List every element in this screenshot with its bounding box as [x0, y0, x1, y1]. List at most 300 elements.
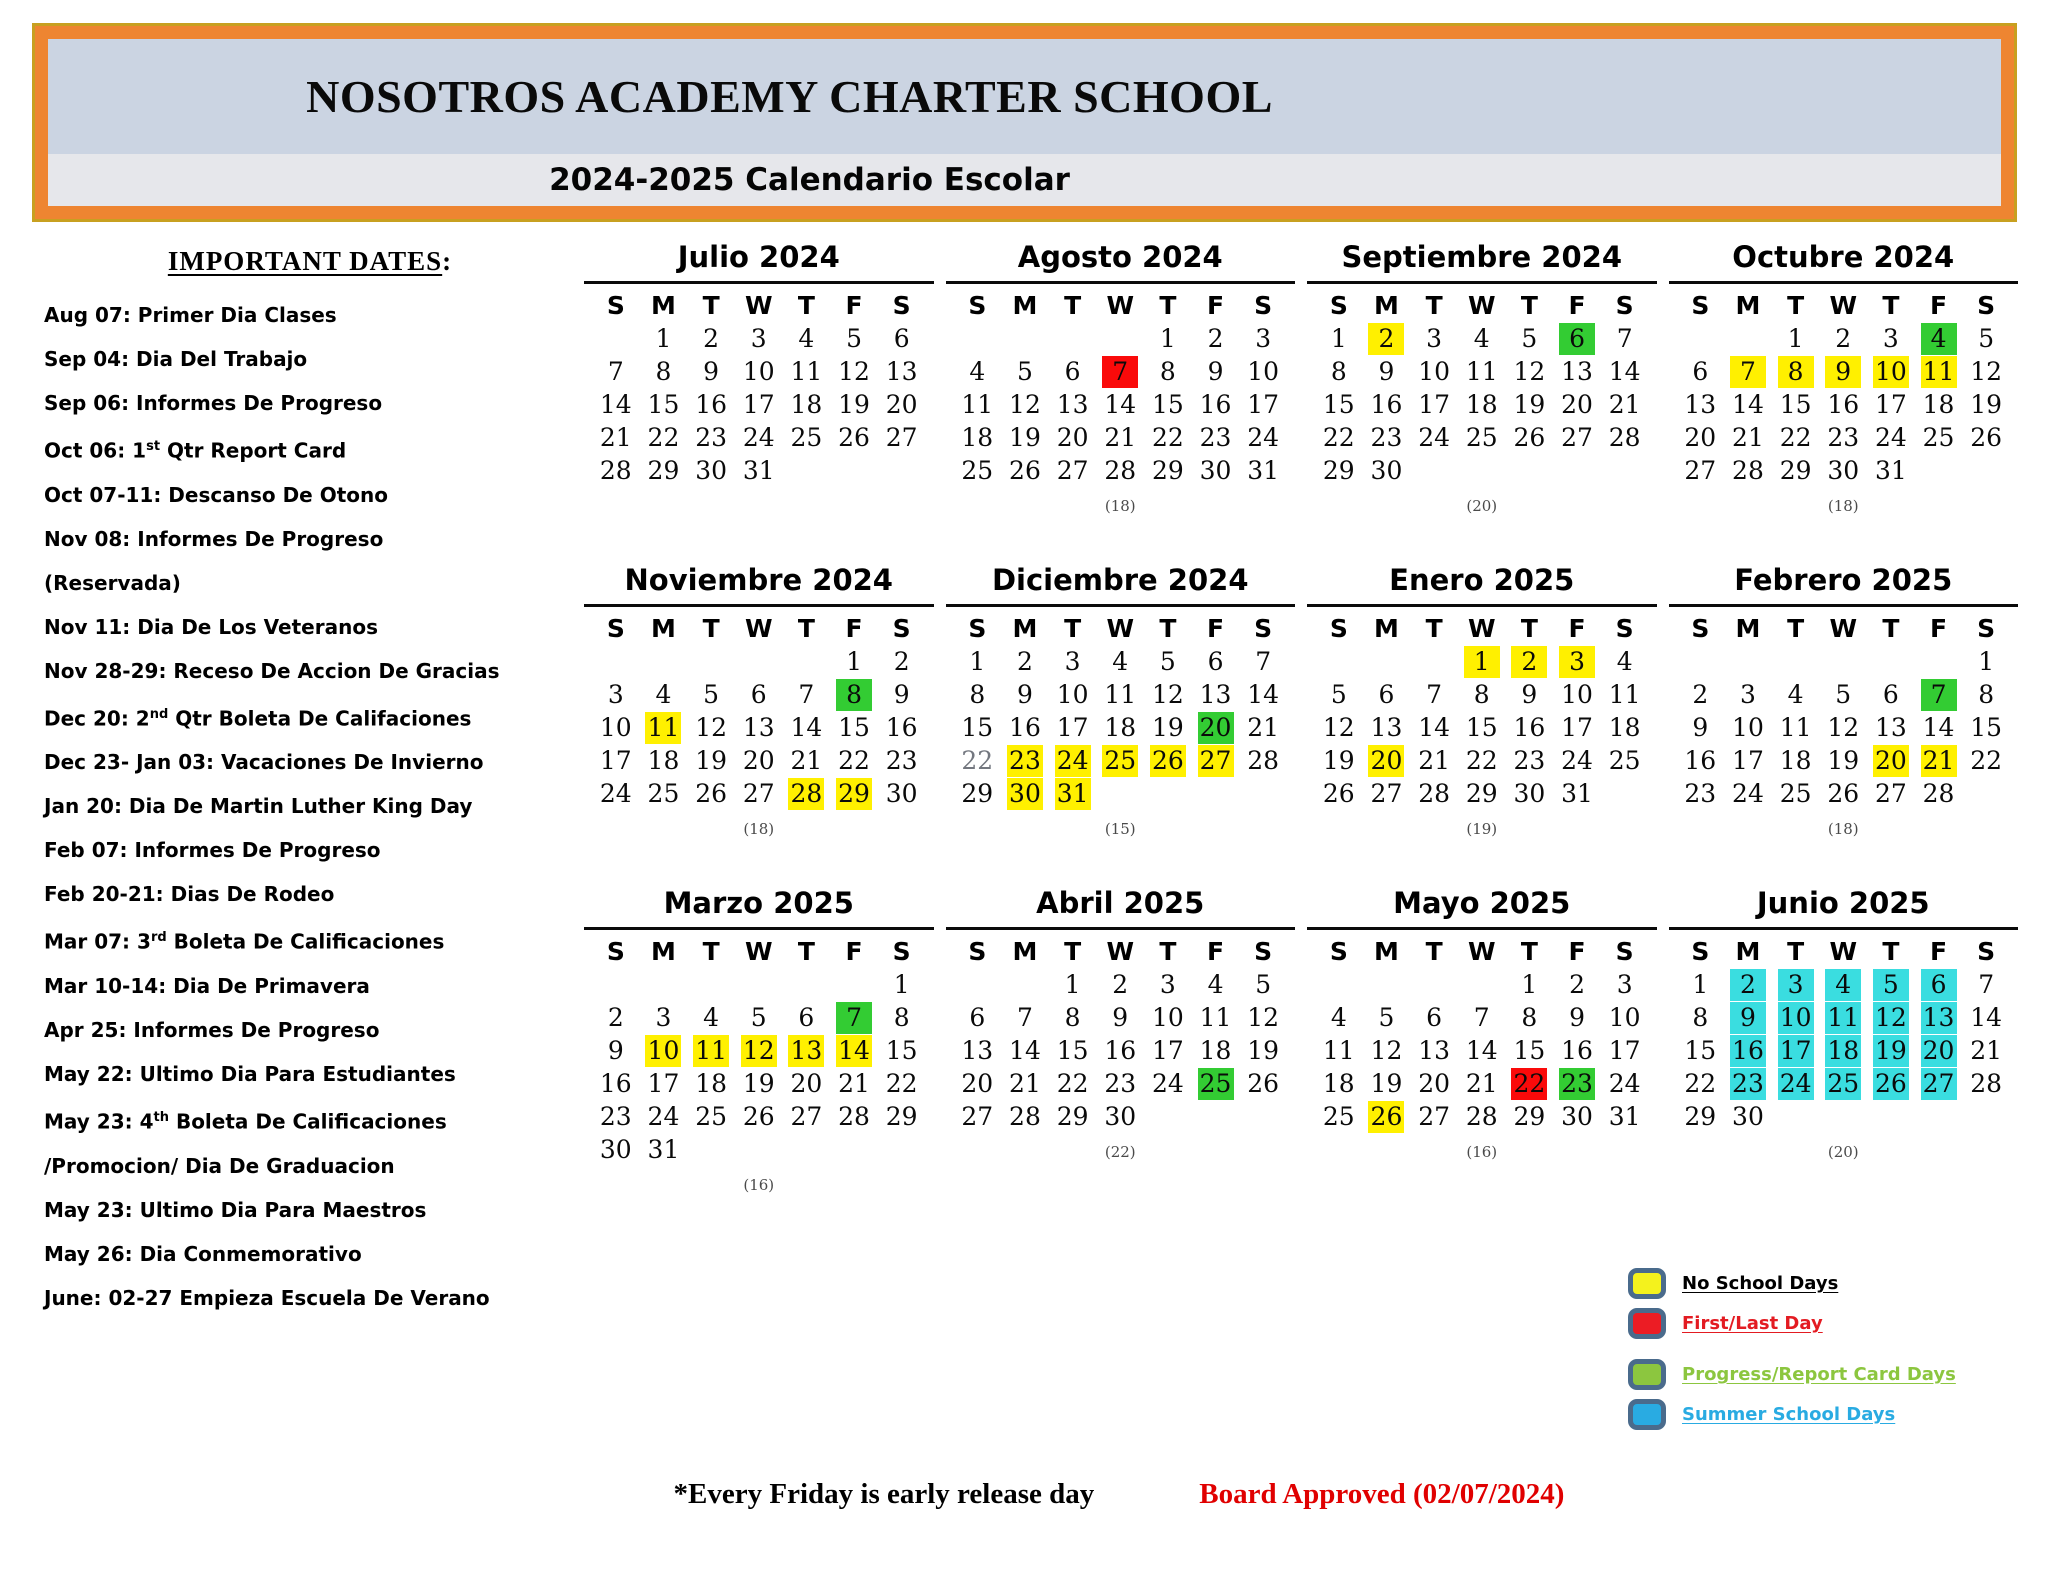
- day-of-week-label: W: [1829, 291, 1858, 320]
- day-cell: [1315, 322, 1363, 355]
- day-cell: [592, 355, 640, 388]
- day-cell: [1677, 968, 1725, 1001]
- day-of-week-label: F: [845, 937, 863, 966]
- day-number: 9: [1730, 1002, 1766, 1034]
- day-cell: [1096, 388, 1144, 421]
- day-number: 3: [1616, 970, 1633, 999]
- empty-cell: [954, 968, 1002, 1001]
- day-cell: [1315, 1067, 1363, 1100]
- day-number: 11: [1199, 1003, 1232, 1032]
- day-number: 24: [1778, 1068, 1814, 1100]
- important-date-item: Oct 06: 1st Qtr Report Card: [44, 438, 347, 463]
- day-cell: [1962, 322, 2010, 355]
- day-number: 20: [1684, 423, 1717, 452]
- day-cell: [1772, 1067, 1820, 1100]
- day-number: 12: [695, 713, 727, 742]
- day-number: 5: [1521, 324, 1538, 353]
- day-number: 1: [1692, 970, 1709, 999]
- day-cell: [1601, 1001, 1649, 1034]
- day-number: 23: [695, 423, 727, 452]
- day-number: 30: [695, 456, 727, 485]
- day-cell: [1049, 1001, 1097, 1034]
- day-number: 12: [741, 1035, 777, 1067]
- day-cell: [735, 744, 783, 777]
- day-number: 17: [1247, 390, 1280, 419]
- day-number: 5: [1873, 969, 1909, 1001]
- day-number: 28: [1732, 456, 1764, 485]
- day-cell: [1506, 1100, 1554, 1133]
- day-cell: [1144, 355, 1192, 388]
- day-cell: [1096, 645, 1144, 678]
- day-cell: [1724, 968, 1772, 1001]
- day-number: 29: [1322, 456, 1355, 485]
- day-number: 23: [1199, 423, 1232, 452]
- day-of-week-label: S: [1329, 614, 1348, 643]
- day-cell: [1458, 711, 1506, 744]
- day-cell: [1915, 1067, 1963, 1100]
- day-number: 18: [1465, 390, 1498, 419]
- day-number: 2: [1112, 970, 1129, 999]
- day-number: 10: [1732, 713, 1764, 742]
- day-cell: [783, 388, 831, 421]
- important-date-item: June: 02-27 Empieza Escuela De Verano: [44, 1285, 490, 1310]
- day-cell: [1239, 421, 1287, 454]
- day-of-week-label: W: [744, 291, 773, 320]
- days-grid: [584, 968, 934, 1166]
- day-number: 5: [1159, 647, 1176, 676]
- day-number: 17: [742, 390, 775, 419]
- day-cell: [735, 454, 783, 487]
- day-number: 8: [1473, 680, 1490, 709]
- day-cell: [1001, 1034, 1049, 1067]
- day-number: 5: [1835, 680, 1852, 709]
- day-number: 18: [1322, 1069, 1355, 1098]
- day-cell: [878, 1067, 926, 1100]
- day-cell: [1315, 1001, 1363, 1034]
- day-number: 20: [1561, 390, 1593, 419]
- day-number: 2: [703, 324, 720, 353]
- day-number: 6: [750, 680, 767, 709]
- day-number: 17: [1874, 390, 1907, 419]
- day-cell: [1601, 421, 1649, 454]
- day-of-week-label: F: [1206, 937, 1225, 966]
- day-cell: [954, 645, 1002, 678]
- day-cell: [687, 1100, 735, 1133]
- day-of-week-label: T: [797, 614, 815, 643]
- day-cell: [1049, 711, 1097, 744]
- day-cell: [1458, 744, 1506, 777]
- day-cell: [1363, 322, 1411, 355]
- day-number: 12: [1370, 1036, 1403, 1065]
- day-cell: [1144, 454, 1192, 487]
- day-cell: [1096, 1034, 1144, 1067]
- day-number: 9: [607, 1036, 624, 1065]
- day-number: 17: [1151, 1036, 1184, 1065]
- day-number: 23: [1104, 1069, 1137, 1098]
- day-number: 13: [1921, 1002, 1957, 1034]
- day-number: 19: [1009, 423, 1041, 452]
- day-number: 14: [1465, 1036, 1498, 1065]
- day-number: 8: [655, 357, 672, 386]
- day-number: 10: [1778, 1002, 1814, 1034]
- day-number: 4: [1207, 970, 1224, 999]
- month-diciembre-2024: [946, 563, 1296, 838]
- day-number: 15: [647, 390, 680, 419]
- day-number: 18: [790, 390, 823, 419]
- day-cell: [1001, 388, 1049, 421]
- day-cell: [1506, 744, 1554, 777]
- day-of-week-label: T: [1787, 614, 1805, 643]
- day-of-week-label: T: [1882, 937, 1900, 966]
- day-number: 17: [1561, 713, 1593, 742]
- day-cell: [1096, 454, 1144, 487]
- day-cell: [1677, 355, 1725, 388]
- day-cell: [1772, 355, 1820, 388]
- day-cell: [783, 322, 831, 355]
- day-cell: [1915, 355, 1963, 388]
- day-number: 15: [1465, 713, 1498, 742]
- day-number: 18: [1825, 1035, 1861, 1067]
- day-number: 15: [838, 713, 870, 742]
- day-number: 31: [1247, 456, 1280, 485]
- day-cell: [1962, 645, 2010, 678]
- day-of-week-label: T: [702, 291, 720, 320]
- day-cell: [878, 1001, 926, 1034]
- day-number: 12: [1247, 1003, 1280, 1032]
- empty-cell: [1772, 645, 1820, 678]
- day-cell: [1410, 744, 1458, 777]
- day-cell: [1192, 1001, 1240, 1034]
- day-cell: [1096, 711, 1144, 744]
- day-cell: [1819, 355, 1867, 388]
- school-day-count: (16): [743, 1176, 775, 1194]
- day-number: 23: [1827, 423, 1860, 452]
- day-number: 4: [1473, 324, 1490, 353]
- day-number: 14: [1732, 390, 1764, 419]
- day-number: 20: [1198, 712, 1234, 744]
- day-number: 24: [599, 779, 632, 808]
- day-cell: [592, 1001, 640, 1034]
- day-number: 6: [1692, 357, 1709, 386]
- day-number: 11: [1104, 680, 1137, 709]
- day-cell: [1915, 421, 1963, 454]
- day-cell: [1553, 1001, 1601, 1034]
- day-number: 12: [1513, 357, 1546, 386]
- important-date-item: May 22: Ultimo Dia Para Estudiantes: [44, 1061, 456, 1086]
- day-number: 29: [1056, 1102, 1089, 1131]
- days-grid: [946, 968, 1296, 1133]
- day-cell: [1724, 777, 1772, 810]
- day-number: 15: [1684, 1036, 1717, 1065]
- day-cell: [1096, 355, 1144, 388]
- day-of-week-label: F: [1568, 614, 1586, 643]
- day-number: 12: [1009, 390, 1041, 419]
- day-number: 16: [1104, 1036, 1137, 1065]
- day-cell: [1410, 678, 1458, 711]
- day-cell: [878, 421, 926, 454]
- day-cell: [1553, 711, 1601, 744]
- day-number: 7: [798, 680, 815, 709]
- day-number: 11: [1921, 356, 1957, 388]
- day-number: 3: [1426, 324, 1443, 353]
- month-title: Agosto 2024: [946, 240, 1296, 284]
- day-number: 16: [1561, 1036, 1593, 1065]
- important-dates-heading-colon: :: [442, 246, 453, 276]
- day-cell: [1601, 744, 1649, 777]
- days-grid: [1307, 968, 1657, 1133]
- empty-cell: [592, 322, 640, 355]
- day-of-week-row: [946, 937, 1296, 966]
- day-number: 8: [1521, 1003, 1538, 1032]
- day-cell: [1239, 1067, 1287, 1100]
- day-number: 11: [693, 1035, 729, 1067]
- day-number: 5: [1330, 680, 1347, 709]
- month-title: Julio 2024: [584, 240, 934, 284]
- day-number: 17: [599, 746, 632, 775]
- day-of-week-label: M: [1735, 291, 1761, 320]
- day-cell: [1915, 744, 1963, 777]
- day-number: 29: [1513, 1102, 1546, 1131]
- day-cell: [1867, 777, 1915, 810]
- day-number: 4: [1787, 680, 1804, 709]
- important-dates-panel: [44, 246, 576, 1320]
- empty-cell: [1867, 645, 1915, 678]
- day-number: 28: [1970, 1069, 2003, 1098]
- day-cell: [783, 1034, 831, 1067]
- empty-cell: [1049, 322, 1097, 355]
- school-day-count: (18): [1827, 497, 1859, 515]
- day-of-week-label: M: [1374, 291, 1399, 320]
- day-cell: [1315, 454, 1363, 487]
- day-number: 30: [1199, 456, 1232, 485]
- day-number: 24: [742, 423, 775, 452]
- day-number: 2: [1017, 647, 1033, 676]
- day-cell: [592, 1100, 640, 1133]
- day-number: 21: [1009, 1069, 1041, 1098]
- empty-cell: [1458, 968, 1506, 1001]
- day-cell: [687, 421, 735, 454]
- day-number: 3: [1740, 680, 1756, 709]
- day-number: 14: [1970, 1003, 2003, 1032]
- day-cell: [1001, 777, 1049, 810]
- day-number: 3: [1559, 646, 1595, 678]
- day-number: 6: [1882, 680, 1899, 709]
- day-number: 2: [1569, 970, 1585, 999]
- day-of-week-row: [1307, 291, 1657, 320]
- day-of-week-label: S: [1254, 614, 1273, 643]
- day-cell: [954, 1067, 1002, 1100]
- day-cell: [1915, 711, 1963, 744]
- day-number: 19: [1873, 1035, 1909, 1067]
- day-cell: [640, 1001, 688, 1034]
- day-cell: [1410, 1034, 1458, 1067]
- day-cell: [687, 454, 735, 487]
- day-number: 17: [1732, 746, 1764, 775]
- empty-cell: [1677, 322, 1725, 355]
- day-of-week-label: S: [606, 937, 625, 966]
- day-number: 26: [1247, 1069, 1280, 1098]
- day-number: 6: [893, 324, 910, 353]
- important-date-item: Jan 20: Dia De Martin Luther King Day: [44, 794, 473, 819]
- day-cell: [1458, 1100, 1506, 1133]
- day-of-week-label: S: [1615, 291, 1634, 320]
- day-number: 14: [599, 390, 632, 419]
- day-cell: [1601, 1034, 1649, 1067]
- day-of-week-label: W: [1106, 937, 1135, 966]
- day-number: 6: [1559, 323, 1595, 355]
- day-number: 2: [1730, 969, 1766, 1001]
- day-cell: [1363, 454, 1411, 487]
- empty-cell: [954, 322, 1002, 355]
- day-number: 15: [1970, 713, 2003, 742]
- day-number: 24: [1608, 1069, 1641, 1098]
- month-septiembre-2024: [1307, 240, 1657, 515]
- day-cell: [783, 1067, 831, 1100]
- day-of-week-label: S: [1615, 614, 1634, 643]
- day-cell: [1315, 711, 1363, 744]
- day-cell: [1601, 678, 1649, 711]
- day-cell: [1410, 421, 1458, 454]
- day-cell: [1772, 421, 1820, 454]
- day-cell: [954, 711, 1002, 744]
- day-of-week-label: T: [797, 291, 815, 320]
- day-number: 29: [961, 779, 994, 808]
- day-number: 29: [1684, 1102, 1717, 1131]
- day-cell: [1363, 1100, 1411, 1133]
- day-number: 30: [1732, 1102, 1764, 1131]
- day-number: 22: [1684, 1069, 1717, 1098]
- day-cell: [783, 777, 831, 810]
- day-of-week-row: [946, 291, 1296, 320]
- day-cell: [1601, 1067, 1649, 1100]
- day-cell: [1192, 968, 1240, 1001]
- day-of-week-label: F: [1929, 937, 1948, 966]
- day-cell: [592, 454, 640, 487]
- day-cell: [640, 777, 688, 810]
- day-of-week-label: M: [1374, 937, 1399, 966]
- day-cell: [1239, 744, 1287, 777]
- day-cell: [1962, 744, 2010, 777]
- day-number: 24: [647, 1102, 680, 1131]
- day-number: 29: [885, 1102, 918, 1131]
- day-of-week-label: M: [1012, 614, 1038, 643]
- day-number: 29: [647, 456, 680, 485]
- day-cell: [1962, 968, 2010, 1001]
- day-number: 2: [893, 647, 910, 676]
- day-cell: [1363, 744, 1411, 777]
- day-cell: [1962, 388, 2010, 421]
- day-of-week-label: T: [1425, 291, 1443, 320]
- day-number: 20: [1368, 745, 1404, 777]
- day-number: 18: [1199, 1036, 1232, 1065]
- day-number: 1: [655, 324, 672, 353]
- day-cell: [640, 355, 688, 388]
- day-cell: [1553, 322, 1601, 355]
- day-number: 12: [838, 357, 870, 386]
- day-number: 8: [893, 1003, 910, 1032]
- day-cell: [1096, 1100, 1144, 1133]
- day-cell: [830, 1100, 878, 1133]
- day-cell: [1239, 645, 1287, 678]
- day-number: 4: [1921, 323, 1957, 355]
- day-of-week-label: W: [744, 614, 773, 643]
- day-cell: [1144, 744, 1192, 777]
- day-cell: [1915, 1034, 1963, 1067]
- day-cell: [1049, 678, 1097, 711]
- day-number: 27: [885, 423, 918, 452]
- day-number: 12: [1827, 713, 1860, 742]
- day-of-week-label: F: [1206, 291, 1225, 320]
- day-cell: [1724, 388, 1772, 421]
- empty-cell: [735, 968, 783, 1001]
- day-cell: [735, 1100, 783, 1133]
- day-number: 30: [1104, 1102, 1137, 1131]
- footer-note: *Every Friday is early release day: [673, 1478, 1095, 1510]
- day-of-week-label: T: [702, 937, 720, 966]
- important-date-item: Sep 06: Informes De Progreso: [44, 391, 383, 415]
- day-cell: [830, 322, 878, 355]
- day-number: 21: [1608, 390, 1641, 419]
- day-cell: [1363, 1034, 1411, 1067]
- day-cell: [954, 388, 1002, 421]
- day-of-week-label: W: [1829, 614, 1858, 643]
- day-number: 6: [1426, 1003, 1443, 1032]
- day-cell: [687, 1067, 735, 1100]
- day-cell: [1001, 421, 1049, 454]
- day-number: 20: [1873, 745, 1909, 777]
- day-cell: [592, 1133, 640, 1166]
- day-cell: [735, 355, 783, 388]
- empty-cell: [1915, 645, 1963, 678]
- day-number: 25: [1465, 423, 1498, 452]
- empty-cell: [640, 968, 688, 1001]
- day-cell: [1315, 355, 1363, 388]
- day-cell: [1867, 968, 1915, 1001]
- day-number: 23: [1559, 1068, 1595, 1100]
- day-cell: [1239, 454, 1287, 487]
- day-cell: [735, 678, 783, 711]
- day-cell: [1724, 1034, 1772, 1067]
- day-number: 10: [1247, 357, 1280, 386]
- day-number: 18: [1608, 713, 1641, 742]
- day-cell: [1772, 711, 1820, 744]
- day-number: 30: [1827, 456, 1860, 485]
- day-of-week-label: T: [1787, 937, 1805, 966]
- day-number: 9: [1692, 713, 1709, 742]
- month-title: Octubre 2024: [1669, 240, 2019, 284]
- day-cell: [1506, 968, 1554, 1001]
- day-cell: [1867, 1034, 1915, 1067]
- day-cell: [1867, 454, 1915, 487]
- day-number: 20: [961, 1069, 994, 1098]
- important-date-item: May 23: Ultimo Dia Para Maestros: [44, 1197, 427, 1222]
- important-date-item: Nov 11: Dia De Los Veteranos: [44, 614, 378, 639]
- day-number: 13: [1199, 680, 1232, 709]
- day-number: 27: [1561, 423, 1593, 452]
- day-cell: [1506, 421, 1554, 454]
- day-number: 7: [1921, 679, 1957, 711]
- day-of-week-label: T: [1882, 614, 1900, 643]
- day-of-week-label: T: [1425, 937, 1443, 966]
- day-number: 13: [1874, 713, 1907, 742]
- day-number: 2: [1835, 324, 1852, 353]
- day-cell: [1458, 777, 1506, 810]
- day-of-week-label: T: [1787, 291, 1805, 320]
- day-number: 28: [1418, 779, 1450, 808]
- header-box: [35, 26, 2014, 219]
- day-cell: [1819, 322, 1867, 355]
- day-cell: [1410, 355, 1458, 388]
